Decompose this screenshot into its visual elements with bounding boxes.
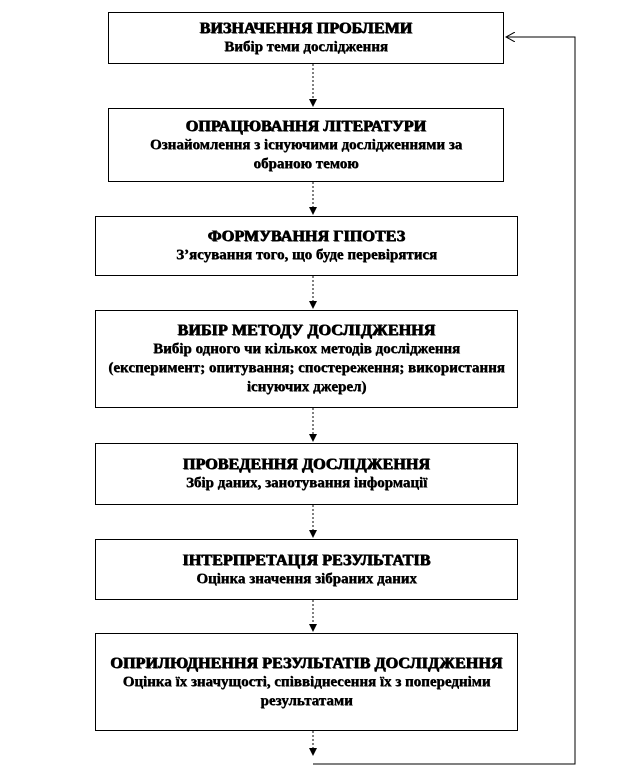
step-box-literature-review — [108, 108, 504, 182]
step-description: З’ясування того, що буде перевірятися — [175, 247, 438, 263]
step-title: ОПРАЦЮВАННЯ ЛІТЕРАТУРИ — [185, 117, 427, 135]
step-box-method-selection — [95, 310, 518, 408]
step-box-results-interpretation — [95, 539, 518, 600]
step-description: Збір даних, занотування інформації — [185, 475, 428, 491]
step-description: Вибір одного чи кількох методів дослідження (експеримент; опитування; спостереження; використання існуючих джерел) — [108, 341, 505, 395]
step-description: Оцінка їх значущості, співвіднесення їх з попередніми результатами — [122, 673, 491, 709]
step-title: ВИБІР МЕТОДУ ДОСЛІДЖЕННЯ — [177, 322, 436, 339]
step-description: Ознайомлення з існуючими дослідженнями за обраною темою — [149, 136, 463, 172]
step-title: ІНТЕРПРЕТАЦІЯ РЕЗУЛЬТАТІВ — [182, 551, 431, 569]
step-box-conducting-research — [95, 443, 518, 505]
step-description: Вибір теми дослідження — [224, 39, 388, 55]
step-box-results-publication — [95, 633, 518, 731]
step-box-hypothesis-formation — [95, 216, 518, 276]
step-title: ФОРМУВАННЯ ГІПОТЕЗ — [207, 228, 406, 245]
step-title: ОПРИЛЮДНЕННЯ РЕЗУЛЬТАТІВ ДОСЛІДЖЕННЯ — [110, 654, 503, 672]
step-box-problem-definition — [108, 12, 504, 64]
step-title: ВИЗНАЧЕННЯ ПРОБЛЕМИ — [199, 20, 413, 37]
step-description: Оцінка значення зібраних даних — [196, 570, 417, 587]
step-title: ПРОВЕДЕННЯ ДОСЛІДЖЕННЯ — [182, 456, 431, 473]
